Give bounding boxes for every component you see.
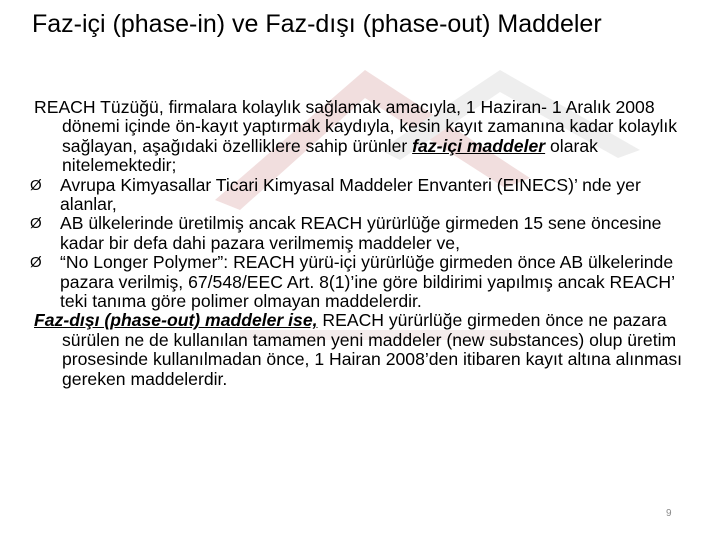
intro-text: REACH Tüzüğü, firmalara kolaylık sağlamak amacıyla, 1 Haziran- 1 Aralık 2008 dönemi içinde ön-kayıt yaptırmak kaydıyla, kesin kayıt zamanına kadar kolaylık sağlayan, aşağıdaki özelliklere sahip ürünler (34, 97, 678, 156)
slide-title: Faz-içi (phase-in) ve Faz-dışı (phase-out) Maddeler (32, 10, 602, 38)
list-item-text: AB ülkelerinde üretilmiş ancak REACH yürürlüğe girmeden 15 sene öncesine kadar bir defa dahi pazara verilmemiş maddeler ve, (60, 213, 662, 253)
phase-out-term: Faz-dışı (phase-out) maddeler ise, (34, 310, 318, 331)
list-item-text: Avrupa Kimyasallar Ticari Kimyasal Maddeler Envanteri (EINECS)’ nde yer alanlar, (60, 174, 641, 215)
list-item-text: “No Longer Polymer”: REACH yürü-içi yürürlüğe girmeden önce AB ülkelerinde pazara verilmiş, 67/548/EEC Art. 8(1)’ine göre bildirimi yapılmış ancak REACH’ teki tanıma göre polimer olmayan maddelerdir. (60, 252, 675, 312)
arrow-bullet-icon: Ø (30, 215, 42, 233)
outro-paragraph (30, 311, 702, 389)
list-item (30, 253, 702, 311)
phase-in-term: faz-içi maddeler (412, 135, 546, 156)
outro-text: REACH yürürlüğe girmeden önce ne pazara sürülen ne de kullanılan tamamen yeni maddeler (new substances) olup üretim prosesinde kullanılmadan önce, 1 Hairan 2008’den itibaren kayıt altına alınması gereken maddelerdir. (62, 310, 683, 389)
list-item (30, 214, 702, 253)
intro-paragraph (30, 98, 702, 176)
intro-tail: olarak nitelemektedir; (62, 135, 598, 176)
slide-body (30, 98, 702, 389)
list-item (30, 176, 702, 215)
arrow-bullet-icon: Ø (30, 176, 42, 194)
arrow-bullet-icon: Ø (30, 254, 42, 272)
page-number: 9 (666, 508, 672, 519)
